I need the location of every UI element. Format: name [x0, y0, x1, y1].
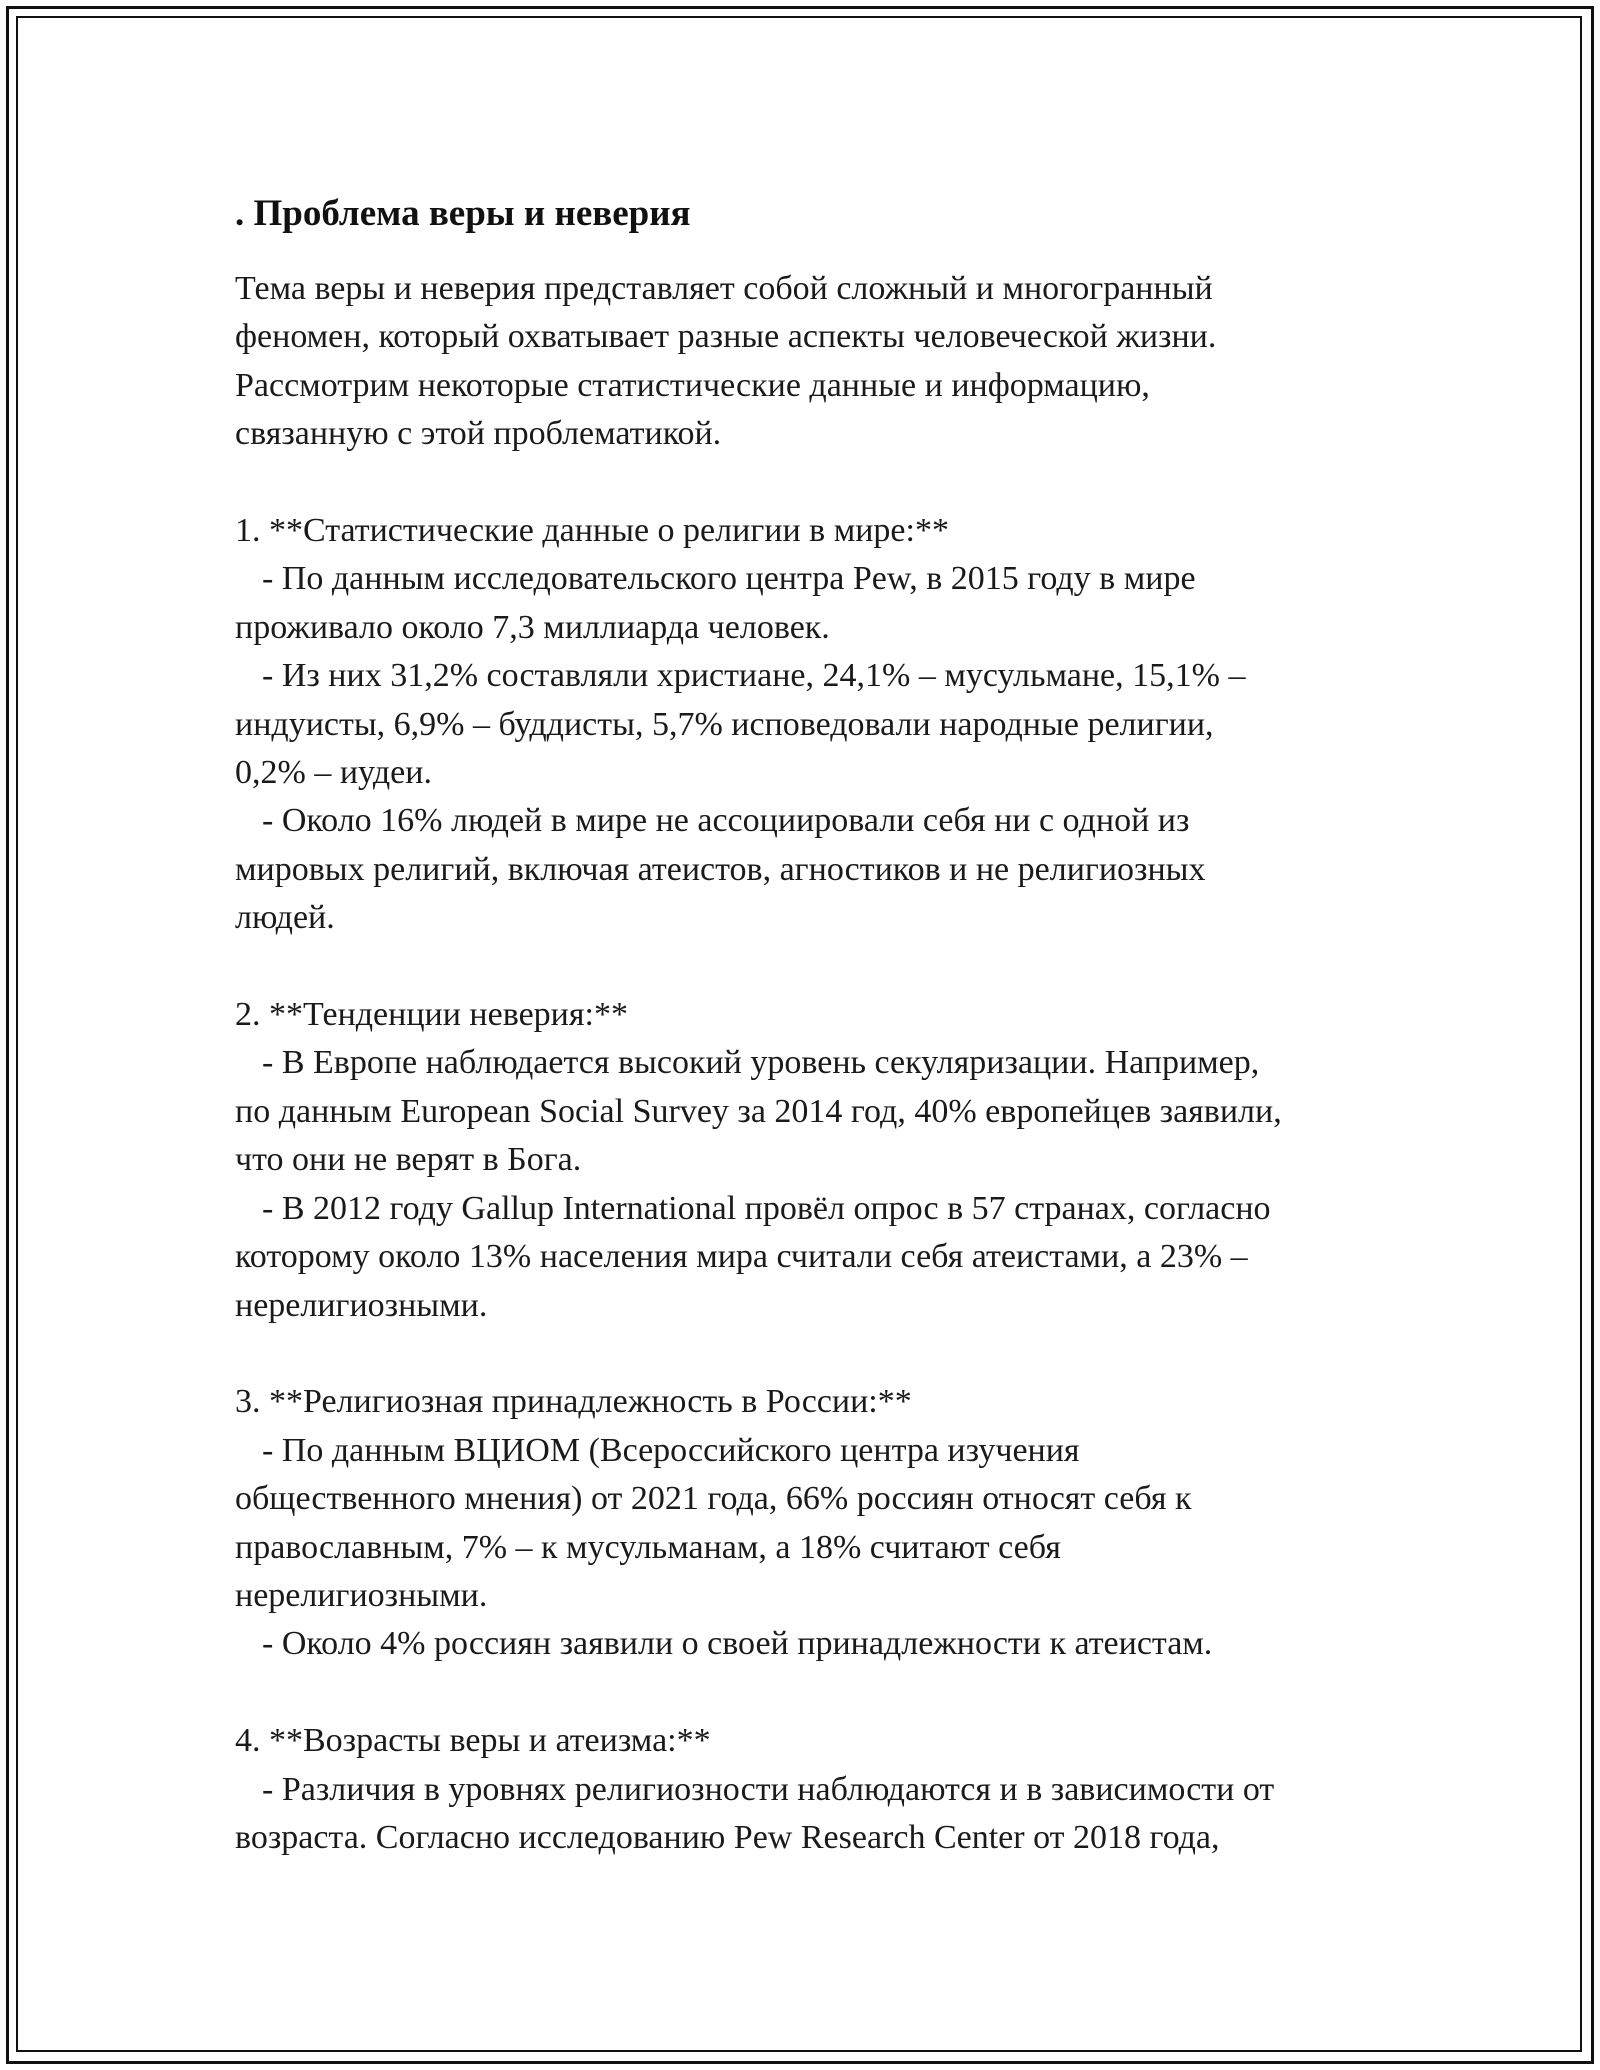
- section-line: по данным European Social Survey за 2014 год, 40% европейцев заявили,: [235, 1092, 1282, 1130]
- section-line: - Около 16% людей в мире не ассоциировали себя ни с одной из: [262, 802, 1190, 840]
- section-line: - Различия в уровнях религиозности наблюдаются и в зависимости от: [262, 1770, 1275, 1808]
- section-line: возраста. Согласно исследованию Pew Research Center от 2018 года,: [235, 1818, 1220, 1856]
- section-line: проживало около 7,3 миллиарда человек.: [235, 608, 830, 646]
- section-unbelief-trends: [235, 991, 1385, 1330]
- section-world-religion-stats: [235, 507, 1385, 943]
- section-heading: 4. **Возрасты веры и атеизма:**: [235, 1722, 711, 1760]
- intro-line: Тема веры и неверия представляет собой сложный и многогранный: [235, 270, 1213, 307]
- intro-paragraph: [235, 265, 1385, 459]
- section-line: 0,2% – иудеи.: [235, 754, 432, 792]
- document-page: [235, 186, 1385, 1862]
- section-line: индуисты, 6,9% – буддисты, 5,7% исповедовали народные религии,: [235, 705, 1214, 743]
- section-line: - В Европе наблюдается высокий уровень секуляризации. Например,: [262, 1044, 1260, 1082]
- section-heading: 1. **Статистические данные о религии в мире:**: [235, 512, 949, 550]
- section-line: нерелигиозными.: [235, 1286, 488, 1324]
- section-line: что они не верят в Бога.: [235, 1141, 582, 1179]
- document-title: . Проблема веры и неверия: [235, 193, 691, 234]
- section-age-faith: [235, 1717, 1385, 1862]
- section-line: - Около 4% россиян заявили о своей принадлежности к атеистам.: [262, 1625, 1213, 1663]
- section-line: мировых религий, включая атеистов, агностиков и не религиозных: [235, 850, 1206, 888]
- intro-line: Рассмотрим некоторые статистические данные и информацию,: [235, 366, 1150, 404]
- section-line: православным, 7% – к мусульманам, а 18% считают себя: [235, 1528, 1061, 1566]
- section-heading: 2. **Тенденции неверия:**: [235, 996, 628, 1034]
- section-line: нерелигиозными.: [235, 1576, 488, 1614]
- section-russia-religion: [235, 1378, 1385, 1668]
- section-line: - В 2012 году Gallup International провёл опрос в 57 странах, согласно: [262, 1189, 1271, 1227]
- section-line: - По данным ВЦИОМ (Всероссийского центра изучения: [262, 1431, 1080, 1469]
- section-line: которому около 13% населения мира считали себя атеистами, а 23% –: [235, 1238, 1248, 1276]
- section-line: - По данным исследовательского центра Pew, в 2015 году в мире: [262, 560, 1196, 598]
- section-heading: 3. **Религиозная принадлежность в России:**: [235, 1383, 912, 1421]
- section-line: - Из них 31,2% составляли христиане, 24,1% – мусульмане, 15,1% –: [262, 657, 1246, 695]
- section-line: людей.: [235, 899, 335, 937]
- intro-line: феномен, который охватывает разные аспекты человеческой жизни.: [235, 318, 1217, 356]
- intro-line: связанную с этой проблематикой.: [235, 415, 722, 453]
- section-line: общественного мнения) от 2021 года, 66% россиян относят себя к: [235, 1480, 1192, 1518]
